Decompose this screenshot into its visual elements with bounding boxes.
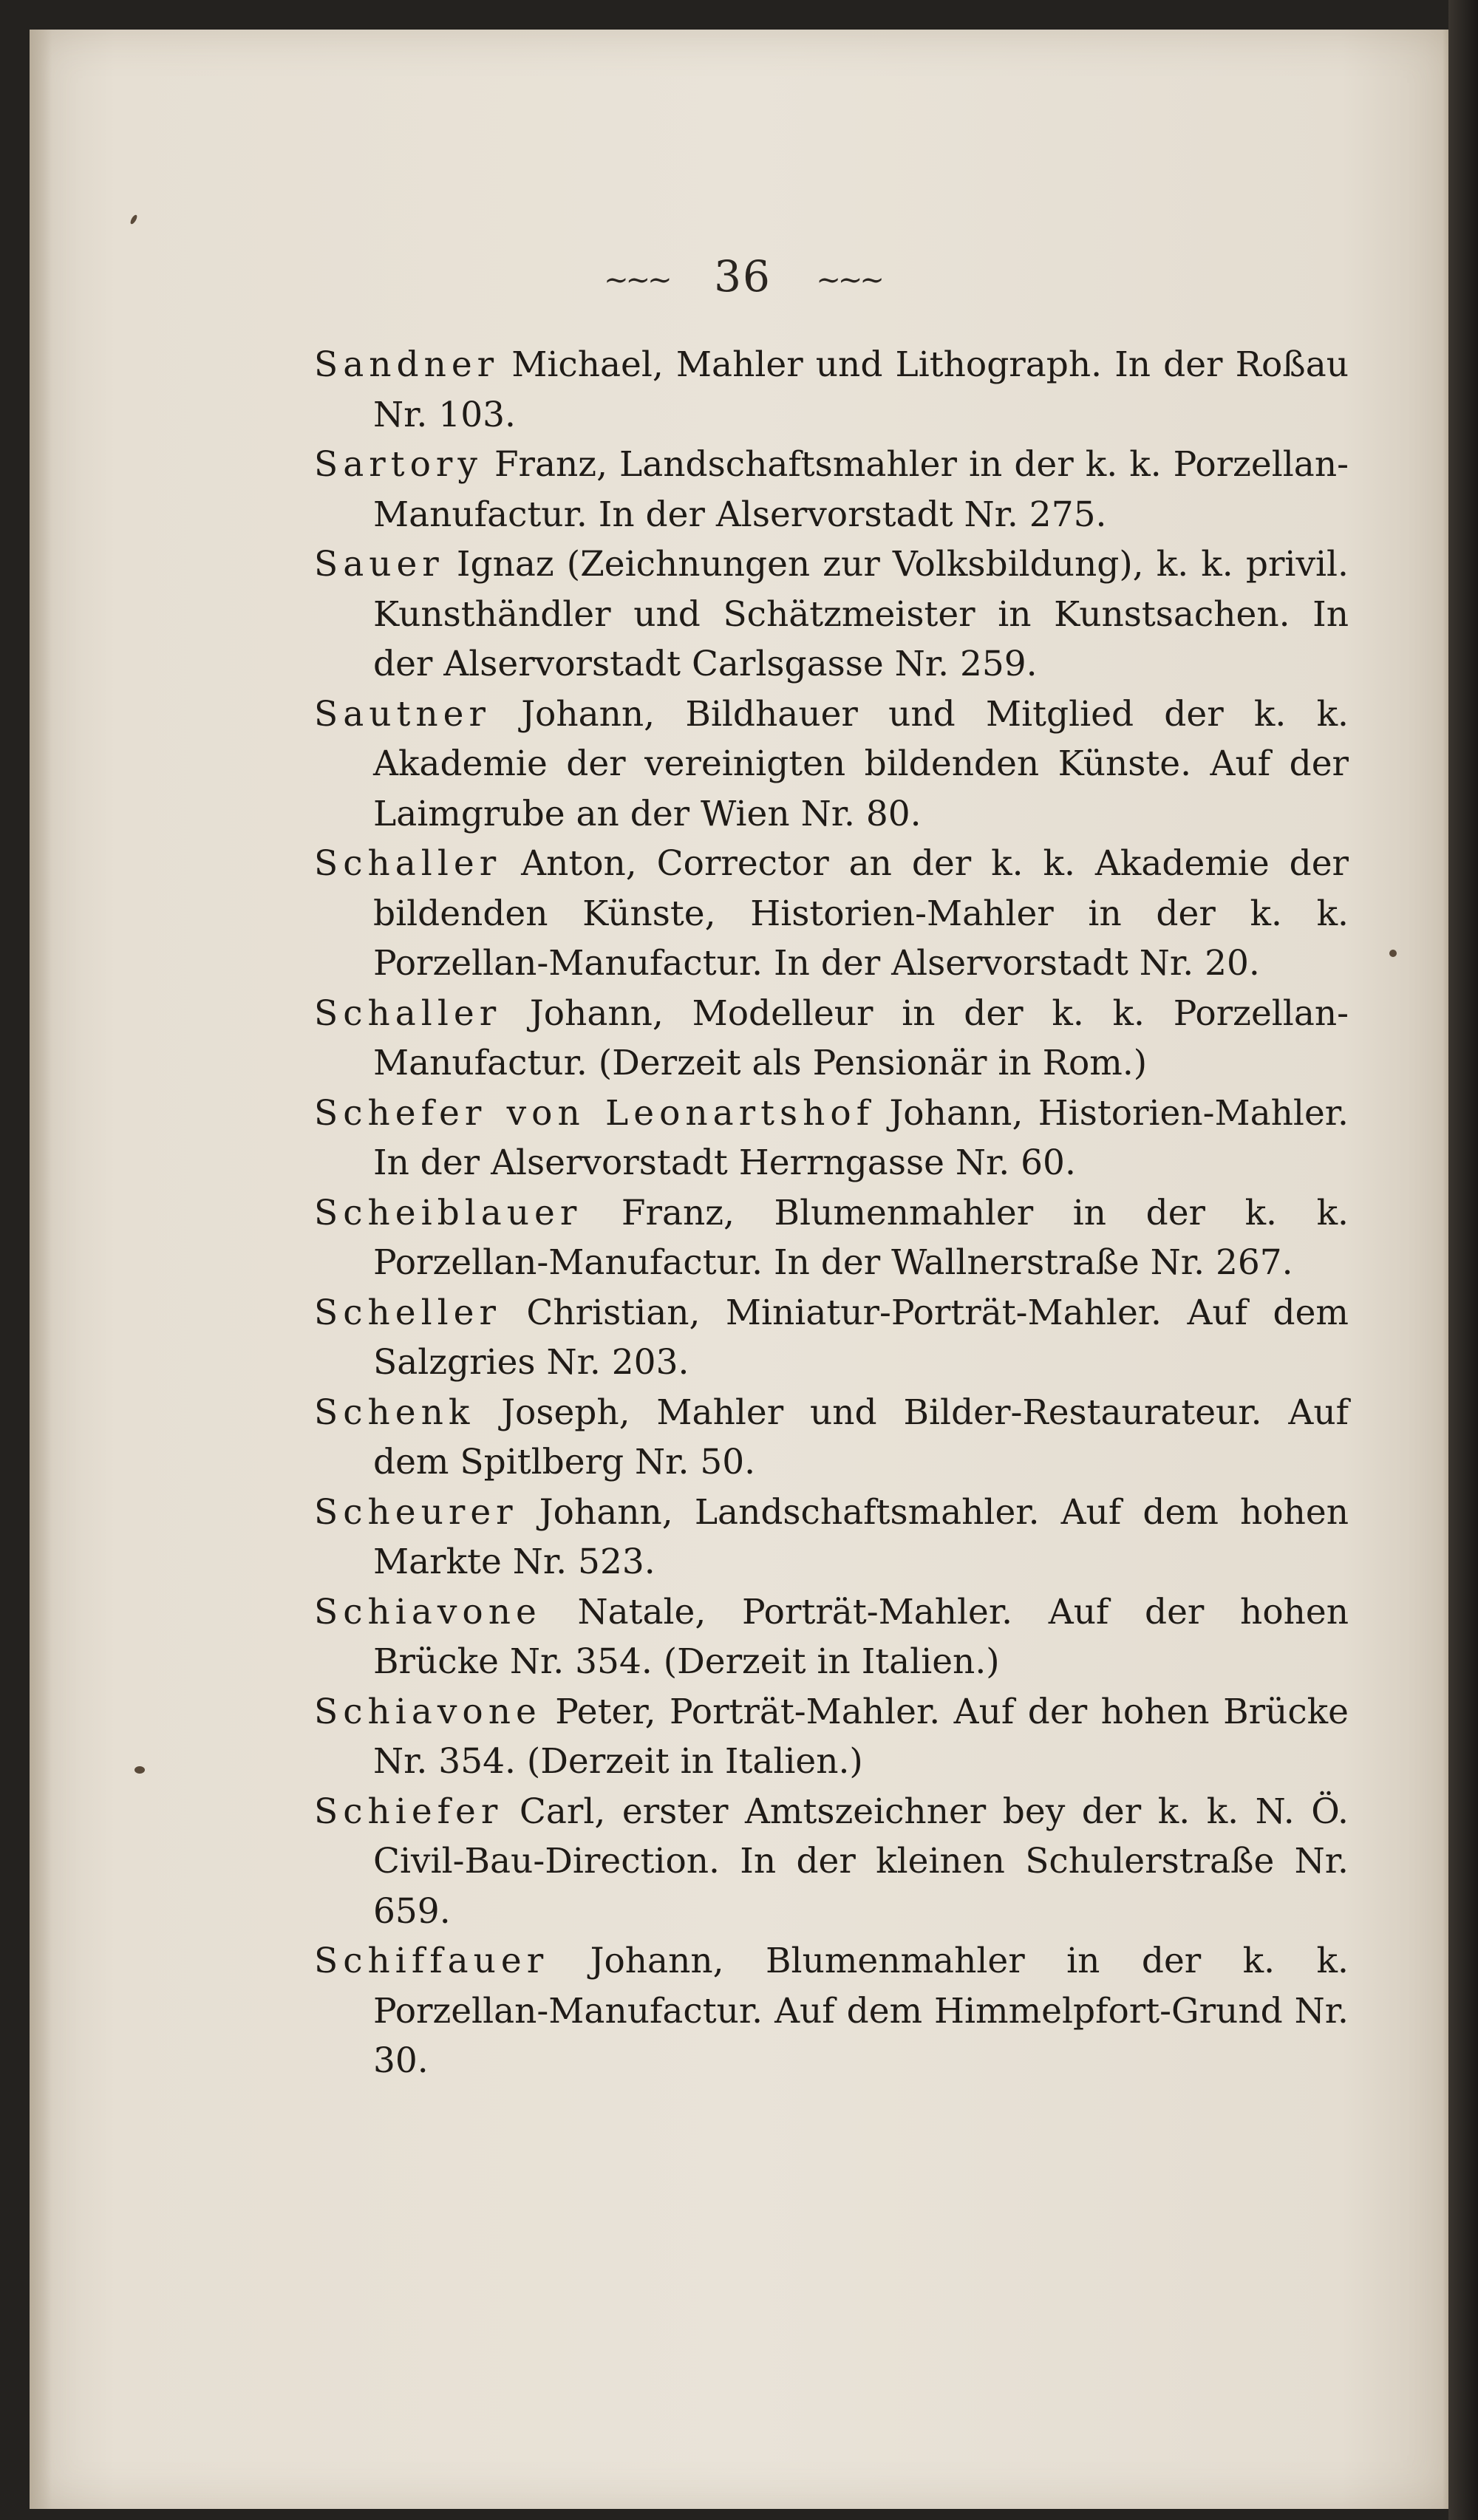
entry-text: Franz, Landschaftsmahler in der k. k. Porzellan-Manufactur. In der Alservorstadt Nr. 275. [373,444,1349,535]
entry-name: Scheiblauer [314,1192,582,1233]
directory-entry [314,1188,1349,1288]
entry-text: Carl, erster Amtszeichner bey der k. k. N. Ö. Civil-Bau-Direction. In der kleinen Schulerstraße Nr. 659. [373,1791,1349,1932]
entry-text: Johann, Blumenmahler in der k. k. Porzellan-Manufactur. Auf dem Himmelpfort-Grund Nr. 30. [373,1941,1349,2081]
page-header [30,251,1456,302]
directory-entries [314,340,1349,2086]
directory-entry [314,1388,1349,1488]
entry-text: Johann, Bildhauer und Mitglied der k. k. Akademie der vereinigten bildenden Künste. Auf der Laimgrube an der Wien Nr. 80. [373,693,1349,834]
directory-entry [314,1288,1349,1388]
entry-name: Schefer von Leonartshof [314,1092,875,1134]
entry-name: Schaller [314,843,502,884]
entry-text: Ignaz (Zeichnungen zur Volksbildung), k. k. privil. Kunsthändler und Schätzmeister in Kunstsachen. In der Alservorstadt Carlsgasse Nr. 259. [373,544,1349,684]
entry-name: Schiefer [314,1791,503,1832]
directory-entry [314,440,1349,539]
ornament-right: ~~~ [816,262,882,297]
ornament-left: ~~~ [604,262,670,297]
entry-text: Michael, Mahler und Lithograph. In der Roßau Nr. 103. [373,344,1349,435]
entry-text: Joseph, Mahler und Bilder-Restaurateur. Auf dem Spitlberg Nr. 50. [373,1392,1349,1482]
entry-name: Schaller [314,992,502,1034]
entry-name: Sautner [314,693,491,735]
directory-entry [314,839,1349,989]
entry-text: Johann, Modelleur in der k. k. Porzellan-Manufactur. (Derzeit als Pensionär in Rom.) [373,992,1349,1083]
entry-name: Sauer [314,544,444,585]
entry-text: Johann, Landschaftsmahler. Auf dem hohen Markte Nr. 523. [373,1491,1349,1582]
paper-speck [1389,950,1397,957]
directory-entry [314,539,1349,689]
directory-entry [314,1687,1349,1787]
entry-text: Anton, Corrector an der k. k. Akademie der bildenden Künste, Historien-Mahler in der k. k. Porzellan-Manufactur. In der Alservorstadt Nr. 20. [373,843,1349,984]
page-number: 36 [714,251,772,302]
directory-entry [314,1089,1349,1188]
book-binding [1448,0,1478,2520]
entry-name: Schenk [314,1392,475,1433]
entry-name: Schiavone [314,1591,542,1632]
entry-text: Christian, Miniatur-Porträt-Mahler. Auf dem Salzgries Nr. 203. [373,1292,1349,1383]
paper-speck [129,214,138,225]
entry-name: Schiavone [314,1691,542,1732]
directory-entry [314,1587,1349,1687]
entry-text: Natale, Porträt-Mahler. Auf der hohen Brücke Nr. 354. (Derzeit in Italien.) [373,1591,1349,1682]
directory-entry [314,689,1349,840]
directory-entry [314,1936,1349,2086]
directory-entry [314,1787,1349,1937]
entry-text: Johann, Historien-Mahler. In der Alservorstadt Herrngasse Nr. 60. [373,1092,1349,1183]
entry-name: Sandner [314,344,500,385]
book-page [30,30,1456,2509]
entry-name: Scheurer [314,1491,518,1533]
paper-speck [134,1766,145,1774]
entry-name: Sartory [314,444,483,485]
entry-name: Schiffauer [314,1941,549,1981]
directory-entry [314,1488,1349,1587]
entry-name: Scheller [314,1292,501,1333]
directory-entry [314,989,1349,1089]
entry-text: Peter, Porträt-Mahler. Auf der hohen Brücke Nr. 354. (Derzeit in Italien.) [373,1691,1349,1782]
page-edge-left [30,30,52,2509]
directory-entry [314,340,1349,440]
entry-text: Franz, Blumenmahler in der k. k. Porzellan-Manufactur. In der Wallnerstraße Nr. 267. [373,1192,1349,1283]
